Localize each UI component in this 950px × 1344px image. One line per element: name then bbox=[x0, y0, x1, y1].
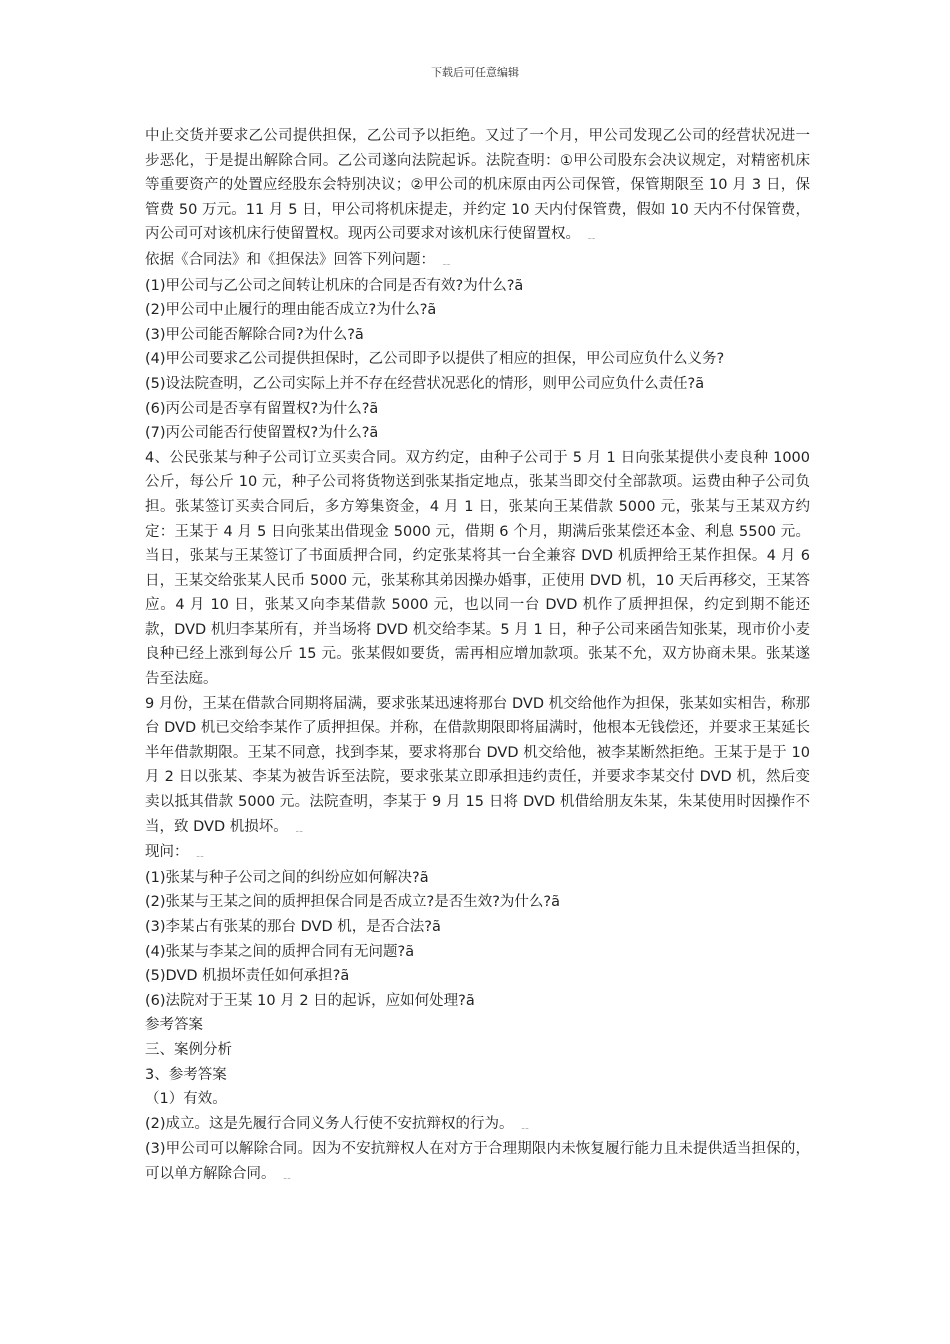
paragraph-end-mark: ﹎ bbox=[194, 846, 205, 860]
paragraph-end-mark: ﹎ bbox=[519, 1117, 530, 1131]
case-4-continued-paragraph: 9 月份，王某在借款合同期将届满，要求张某迅速将那台 DVD 机交给他作为担保，张某如实相告，称那台 DVD 机已交给李某作了质押担保。并称，在借款期限即将届满时，他根本无钱偿还，并要求王某延长半年借款期限。王某不同意，找到李某，要求将那台 DVD 机交给他，被李某断然拒绝。王某于是于 10 月 2 日以张某、李某为被告诉至法院，要求张某立即承担违约责任，并要求李某交付 DVD 机，然后变卖以抵其借款 5000 元。法院查明，李某于 9 月 15 日将 DVD 机借给朋友朱某，朱某使用时因操作不当，致 DVD 机损坏。 ﹎ bbox=[145, 695, 810, 835]
question-intro: 现问： ﹎ bbox=[145, 844, 205, 861]
question-item: (7)丙公司能否行使留置权?为什么?ã bbox=[145, 425, 379, 442]
answer-item: （1）有效。 bbox=[145, 1091, 227, 1108]
question-item: (1)甲公司与乙公司之间转让机床的合同是否有效?为什么?ã bbox=[145, 277, 524, 294]
question-item: (3)甲公司能否解除合同?为什么?ã bbox=[145, 326, 364, 343]
question-item: (3)李某占有张某的那台 DVD 机，是否合法?ã bbox=[145, 919, 441, 935]
question-item: (5)设法院查明，乙公司实际上并不存在经营状况恶化的情形，则甲公司应负什么责任?ã bbox=[145, 375, 705, 392]
document-body bbox=[145, 124, 810, 1188]
case-4-paragraph: 4、公民张某与种子公司订立买卖合同。双方约定，由种子公司于 5 月 1 日向张某提供小麦良种 1000 公斤，每公斤 10 元，种子公司将货物送到张某指定地点，张某当即交付全部款项。运费由种子公司负担。张某签订买卖合同后，多方筹集资金，4 月 1 日，张某向王某借款 5000 元，张某与王某双方约定：王某于 4 月 5 日向张某出借现金 5000 元，借期 6 个月，期满后张某偿还本金、利息 5500 元。当日，张某与王某签订了书面质押合同，约定张某将其一台全兼容 DVD 机质押给王某作担保。4 月 6 日，王某交给张某人民币 5000 元，张某称其弟因操办婚事，正使用 DVD 机，10 天后再移交，王某答应。4 月 10 日，张某又向李某借款 5000 元，也以同一台 DVD 机作了质押担保，约定到期不能还款，DVD 机归李某所有，并当场将 DVD 机交给李某。5 月 1 日，种子公司来函告知张某，现市价小麦良种已经上涨到每公斤 15 元。张某假如要货，需再相应增加款项。张某不允，双方协商未果。张某遂告至法庭。 bbox=[145, 449, 810, 688]
paragraph-end-mark: ﹎ bbox=[441, 253, 451, 267]
question-item: (5)DVD 机损坏责任如何承担?ã bbox=[145, 968, 350, 985]
question-item: (2)张某与王某之间的质押担保合同是否成立?是否生效?为什么?ã bbox=[145, 894, 561, 911]
question-item: (6)法院对于王某 10 月 2 日的起诉，应如何处理?ã bbox=[145, 992, 475, 1009]
paragraph-end-mark: ﹎ bbox=[281, 1167, 292, 1181]
question-item: (1)张某与种子公司之间的纠纷应如何解决?ã bbox=[145, 869, 429, 886]
question-item: (4)张某与李某之间的质押合同有无问题?ã bbox=[145, 943, 415, 960]
case-facts-paragraph: 中止交货并要求乙公司提供担保，乙公司予以拒绝。又过了一个月，甲公司发现乙公司的经营状况进一步恶化，于是提出解除合同。乙公司遂向法院起诉。法院查明：①甲公司股东会决议规定，对精密机床等重要资产的处置应经股东会特别决议；②甲公司的机床原由丙公司保管，保管期限至 10 月 3 日，保管费 50 万元。11 月 5 日，甲公司将机床提走，并约定 10 天内付保管费，假如 10 天内不付保管费，丙公司可对该机床行使留置权。现丙公司要求对该机床行使留置权。 ﹎ bbox=[145, 128, 810, 243]
answer-item: (3)甲公司可以解除合同。因为不安抗辩权人在对方于合理期限内未恢复履行能力且未提供适当担保的，可以单方解除合同。 ﹎ bbox=[145, 1141, 810, 1182]
question-intro: 依据《合同法》和《担保法》回答下列问题： ﹎ bbox=[145, 251, 451, 268]
section-heading: 3、参考答案 bbox=[145, 1066, 227, 1083]
question-item: (2)甲公司中止履行的理由能否成立?为什么?ã bbox=[145, 302, 437, 319]
answer-item: (2)成立。这是先履行合同义务人行使不安抗辩权的行为。 ﹎ bbox=[145, 1115, 530, 1132]
section-heading: 三、案例分析 bbox=[145, 1041, 232, 1058]
question-item: (6)丙公司是否享有留置权?为什么?ã bbox=[145, 400, 379, 417]
paragraph-end-mark: ﹎ bbox=[293, 820, 304, 834]
page-header: 下载后可任意编辑 bbox=[431, 66, 519, 79]
question-item: (4)甲公司要求乙公司提供担保时，乙公司即予以提供了相应的担保，甲公司应负什么义务? bbox=[145, 351, 725, 368]
section-heading: 参考答案 bbox=[145, 1017, 203, 1034]
paragraph-end-mark: ﹎ bbox=[586, 228, 596, 242]
